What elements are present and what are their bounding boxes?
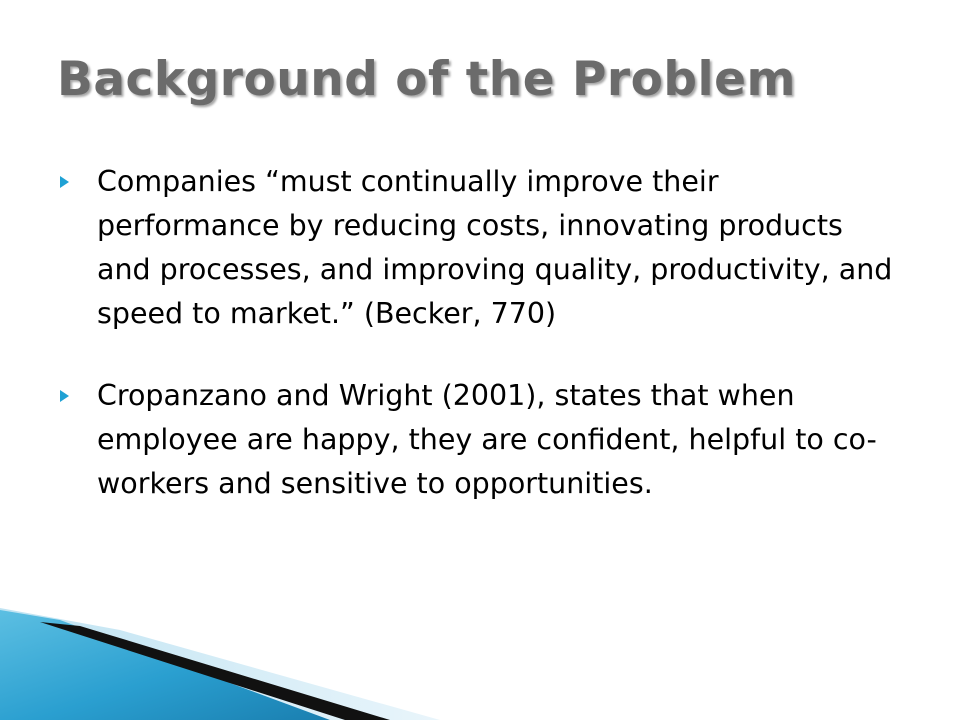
triangle-bullet-icon — [60, 390, 69, 402]
bullet-text: Companies “must continually improve their performance by reducing costs, innovating products and processes, and improving quality, productivity, and speed to market.” (Becker, 770) — [97, 165, 893, 330]
slide-title: Background of the Problem — [57, 52, 796, 107]
decor-blue-wedge — [0, 610, 330, 720]
bullet-text: Cropanzano and Wright (2001), states that when employee are happy, they are confident, helpful to co-workers and sensitive to opportunities. — [97, 379, 877, 500]
triangle-bullet-icon — [60, 176, 69, 188]
corner-decoration — [0, 590, 960, 720]
bullet-list — [60, 160, 900, 544]
bullet-item — [60, 160, 900, 336]
bullet-item — [60, 374, 900, 506]
